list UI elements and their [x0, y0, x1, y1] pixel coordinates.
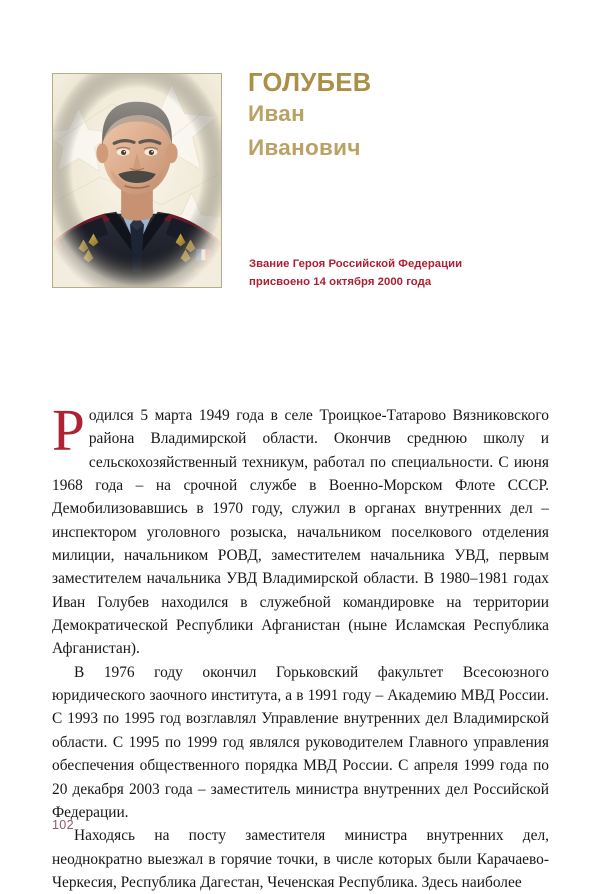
- award-caption-line-1: Звание Героя Российской Федерации: [249, 258, 463, 270]
- award-caption: [249, 256, 569, 291]
- paragraph-1-text: одился 5 марта 1949 года в селе Троицкое-Татарово Вязниковского района Владимирской области. Окончив среднюю школу и сельскохозяйственный техникум, работал по специальности. С июня 1968 года – на срочной службе в Военно-Морском Флоте СССР. Демобилизовавшись в 1970 году, служил в органах внутренних дел – инспектором уголовного розыска, начальником поселкового отделения милиции, начальником РОВД, заместителем начальника УВД, первым заместителем начальника УВД Владимирской области. В 1980–1981 годах Иван Голубев находился в служебной командировке на территории Демократической Республики Афганистан (ныне Исламская Республика Афганистан).: [52, 407, 549, 658]
- portrait-photo: [52, 73, 222, 288]
- person-patronymic: Иванович: [248, 135, 361, 160]
- biography-body: [52, 397, 549, 894]
- paragraph-3: Находясь на посту заместителя министра внутренних дел, неоднократно выезжал в горячие точки, в числе которых были Карачаево-Черкесия, Республика Дагестан, Чеченская Республика. Здесь наиболее: [52, 827, 549, 891]
- header-block: [0, 0, 600, 330]
- page-number: 102: [52, 818, 74, 832]
- person-name-block: [248, 68, 558, 163]
- person-first-name: Иван: [248, 101, 306, 126]
- person-surname: ГОЛУБЕВ: [248, 69, 372, 97]
- award-caption-line-2: присвоено 14 октября 2000 года: [249, 275, 432, 288]
- paragraph-2: В 1976 году окончил Горьковский факультет Всесоюзного юридического заочного института, а в 1991 году – Академию МВД России. С 1993 по 1995 год возглавлял Управление внутренних дел Владимирской области. С 1995 по 1999 год являлся руководителем Главного управления обеспечения общественного порядка МВД России. С апреля 1999 года по 20 декабря 2003 года – заместитель министра внутренних дел Российской Федерации.: [52, 663, 549, 821]
- portrait-photo-image: [53, 74, 221, 287]
- paragraph-1: [52, 397, 549, 661]
- drop-cap: Р: [52, 397, 85, 463]
